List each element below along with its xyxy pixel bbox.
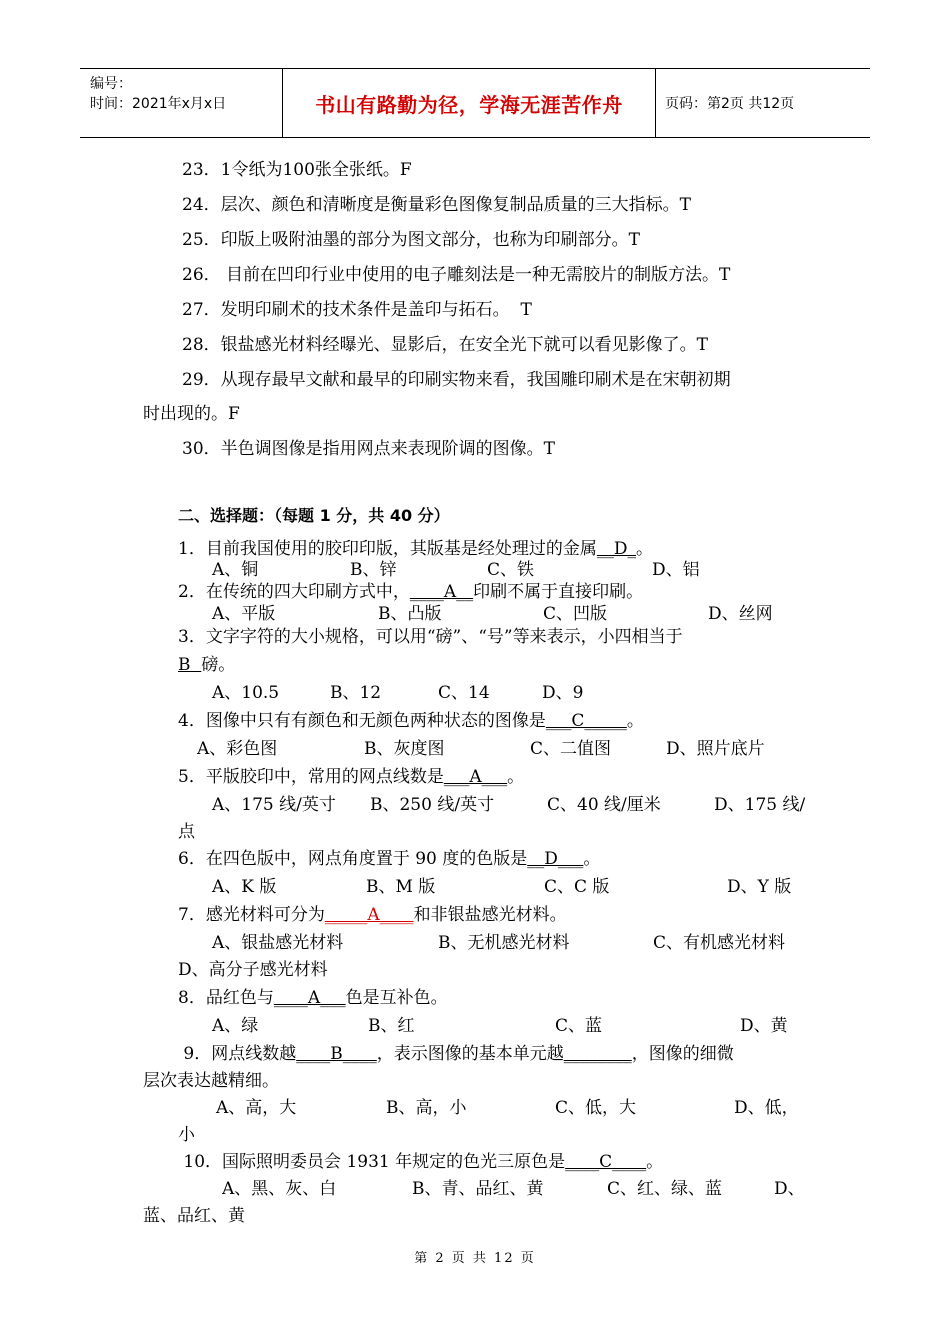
question-text-end: 。 (507, 767, 525, 787)
option-d-continued: 蓝、品红、黄 (143, 1206, 245, 1226)
option-d: D、丝网 (708, 604, 773, 624)
option-c: C、二值图 (530, 739, 612, 759)
tf-question-28: 28．银盐感光材料经曝光、显影后，在安全光下就可以看见影像了。T (182, 335, 708, 355)
option-d: D、照片底片 (666, 739, 765, 759)
tf-question-26: 26． 目前在凹印行业中使用的电子雕刻法是一种无需胶片的制版方法。T (182, 265, 731, 285)
option-a: A、铜 (212, 560, 259, 580)
option-b: B、M 版 (366, 877, 436, 897)
tf-question-29-line1: 29．从现存最早文献和最早的印刷实物来看，我国雕印刷术是在宋朝初期 (182, 370, 731, 390)
question-text-end: 色是互补色。 (345, 988, 448, 1008)
option-a: A、银盐感光材料 (212, 933, 344, 953)
question-text-middle: ，表示图像的基本单元越 (376, 1044, 564, 1064)
second-blank: ________ (563, 1044, 632, 1064)
question-text: 2．在传统的四大印刷方式中， (178, 582, 410, 602)
option-a: A、175 线/英寸 (212, 795, 336, 815)
option-c: C、40 线/厘米 (547, 795, 661, 815)
option-d: D、 (774, 1179, 805, 1199)
mc-question-6 (178, 848, 600, 870)
mc-question-3-line2 (178, 654, 235, 676)
option-b: B、无机感光材料 (438, 933, 570, 953)
document-number-label: 编号： (90, 76, 132, 92)
document-date-label: 时间：2021年x月x日 (90, 96, 227, 112)
option-b: B、高，小 (386, 1098, 467, 1118)
option-a: A、高，大 (216, 1098, 297, 1118)
answer-blank: ____A__ (409, 582, 474, 602)
option-d: D、9 (542, 683, 584, 703)
option-c: C、红、绿、蓝 (607, 1179, 723, 1199)
option-a: A、彩色图 (197, 739, 278, 759)
tf-question-30: 30．半色调图像是指用网点来表现阶调的图像。T (182, 439, 555, 459)
mc-question-7 (178, 904, 567, 926)
option-b: B、红 (368, 1016, 415, 1036)
option-d-continued: 点 (178, 822, 195, 842)
answer-blank: __D_ (596, 539, 636, 559)
option-d-continued: 小 (178, 1125, 195, 1145)
answer-blank: ____A___ (273, 988, 346, 1008)
question-text: 10．国际照明委员会 1931 年规定的色光三原色是 (178, 1152, 566, 1172)
option-b: B、12 (330, 683, 382, 703)
option-d: D、高分子感光材料 (178, 960, 328, 980)
option-d: D、铝 (652, 560, 700, 580)
tf-question-25: 25．印版上吸附油墨的部分为图文部分，也称为印刷部分。T (182, 230, 640, 250)
question-text-end: 。 (626, 711, 644, 731)
mc-question-3-line1: 3．文字字符的大小规格，可以用“磅”、“号”等来表示，小四相当于 (178, 627, 683, 647)
mc-question-5 (178, 766, 524, 788)
mc-question-9-line2: 层次表达越精细。 (143, 1071, 279, 1091)
mc-question-9-line1 (178, 1043, 734, 1065)
option-c: C、低，大 (555, 1098, 637, 1118)
header-left-cell (80, 69, 282, 137)
answer-blank: __D___ (527, 849, 584, 869)
question-text-end: 磅。 (201, 655, 236, 675)
question-text-end: 和非银盐感光材料。 (413, 905, 567, 925)
mc-question-2 (178, 581, 643, 603)
question-text-end: 印刷不属于直接印刷。 (473, 582, 644, 602)
option-a: A、黑、灰、白 (222, 1179, 337, 1199)
header-page-info: 页码：第2页 共12页 (665, 96, 795, 112)
answer-blank: ___A___ (443, 767, 508, 787)
option-c: C、凹版 (543, 604, 608, 624)
question-text-end: ，图像的细微 (631, 1044, 734, 1064)
question-text-end: 。 (583, 849, 601, 869)
option-a: A、10.5 (212, 683, 280, 703)
question-text: 8．品红色与 (178, 988, 274, 1008)
option-c: C、C 版 (544, 877, 610, 897)
option-b: B、250 线/英寸 (370, 795, 495, 815)
question-text: 5．平版胶印中，常用的网点线数是 (178, 767, 444, 787)
tf-question-24: 24．层次、颜色和清晰度是衡量彩色图像复制品质量的三大指标。T (182, 195, 691, 215)
question-text: 7．感光材料可分为 (178, 905, 325, 925)
answer-blank: B (178, 655, 202, 675)
option-a: A、绿 (212, 1016, 259, 1036)
mc-question-10 (178, 1151, 663, 1173)
option-a: A、平版 (212, 604, 276, 624)
tf-question-29-line2: 时出现的。F (143, 404, 240, 424)
option-d: D、Y 版 (727, 877, 792, 897)
option-a: A、K 版 (212, 877, 277, 897)
option-b: B、凸版 (378, 604, 442, 624)
option-b: B、灰度图 (364, 739, 445, 759)
question-text: 6．在四色版中，网点角度置于 90 度的色版是 (178, 849, 528, 869)
tf-question-23: 23．1令纸为100张全张纸。F (182, 160, 412, 180)
header-motto: 书山有路勤为径，学海无涯苦作舟 (315, 92, 623, 117)
answer-blank: ___C_____ (545, 711, 627, 731)
answer-blank: _____A____ (324, 905, 414, 925)
question-text: 1．目前我国使用的胶印印版，其版基是经处理过的金属 (178, 539, 597, 559)
option-d: D、175 线/ (714, 795, 806, 815)
mc-question-8 (178, 987, 448, 1009)
answer-blank: ____C____ (565, 1152, 647, 1172)
option-d: D、黄 (740, 1016, 788, 1036)
header-center-cell (282, 69, 656, 137)
tf-question-27: 27．发明印刷术的技术条件是盖印与拓石。 T (182, 300, 532, 320)
option-c: C、蓝 (555, 1016, 603, 1036)
option-c: C、有机感光材料 (653, 933, 786, 953)
question-text-end: 。 (635, 539, 653, 559)
page-header (80, 68, 870, 138)
question-text-end: 。 (646, 1152, 664, 1172)
mc-question-4 (178, 710, 644, 732)
option-c: C、铁 (487, 560, 535, 580)
option-c: C、14 (438, 683, 490, 703)
question-text: 4．图像中只有有颜色和无颜色两种状态的图像是 (178, 711, 546, 731)
answer-blank: ____B____ (296, 1044, 377, 1064)
question-text: 9．网点线数越 (178, 1044, 297, 1064)
option-d: D、低， (734, 1098, 799, 1118)
mc-question-1 (178, 538, 653, 560)
header-right-cell (655, 69, 870, 137)
option-b: B、锌 (350, 560, 397, 580)
page-footer: 第 2 页 共 12 页 (414, 1251, 536, 1266)
option-b: B、青、品红、黄 (412, 1179, 544, 1199)
section-title-choice: 二、选择题：（每题 1 分，共 40 分） (178, 506, 450, 525)
